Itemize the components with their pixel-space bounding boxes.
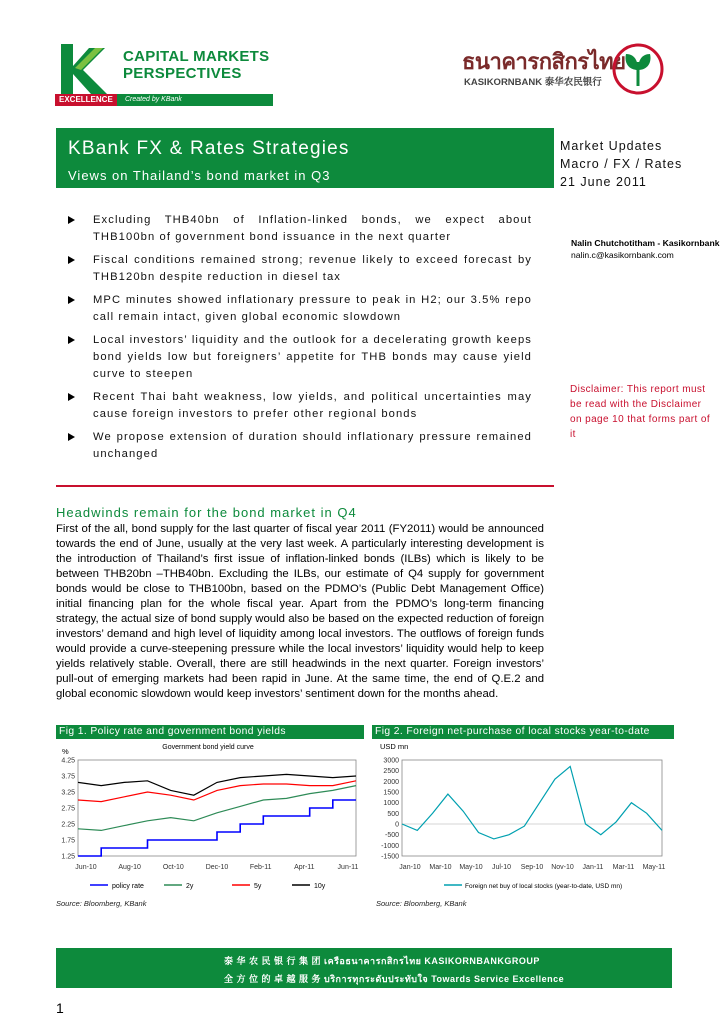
series-line-foreign xyxy=(402,766,662,839)
key-point: Recent Thai baht weakness, low yields, and political uncertainties may cause foreign investors to prefer other regional bonds xyxy=(66,389,532,423)
y-tick-label: 3.25 xyxy=(61,789,75,797)
key-point: Excluding THB40bn of Inflation-linked bonds, we expect about THB100bn of government bond issuance in the next quarter xyxy=(66,212,532,246)
y-axis-unit: % xyxy=(62,747,69,756)
x-tick-label: Jul-10 xyxy=(491,864,512,871)
y-tick-label: 500 xyxy=(387,810,399,818)
y-tick-label: 1500 xyxy=(383,789,399,797)
section-heading: Headwinds remain for the bond market in Q4 xyxy=(56,505,357,520)
x-tick-label: Jun-10 xyxy=(75,864,97,871)
x-tick-label: Mar-11 xyxy=(612,864,635,871)
footer-banner xyxy=(56,948,672,988)
key-point: We propose extension of duration should inflationary pressure remained unchanged xyxy=(66,429,532,463)
x-tick-label: Jan-11 xyxy=(582,864,604,871)
fig1-source: Source: Bloomberg, KBank xyxy=(56,899,147,908)
legend-label: policy rate xyxy=(112,883,144,890)
created-by-text: Created by KBank xyxy=(125,96,182,103)
y-tick-label: -1500 xyxy=(381,853,399,861)
key-points-list xyxy=(66,212,532,469)
analyst-email[interactable]: nalin.c@kasikornbank.com xyxy=(571,250,674,260)
analyst-info xyxy=(571,237,720,261)
bank-name-english: KASIKORNBANK 泰华农民银行 xyxy=(464,77,602,88)
y-tick-label: -500 xyxy=(384,832,399,840)
x-tick-label: Jun-11 xyxy=(337,864,359,871)
report-date: 21 June 2011 xyxy=(560,175,647,189)
disclaimer-note: Disclaimer: This report must be read with the Disclaimer on page 10 that forms part of it xyxy=(570,384,711,440)
y-tick-label: 0 xyxy=(395,821,399,829)
kasikornbank-logo xyxy=(462,40,672,100)
legend-label: 5y xyxy=(254,883,262,890)
y-tick-label: 2000 xyxy=(383,778,399,786)
y-tick-label: 3000 xyxy=(383,757,399,765)
y-axis-unit: USD mn xyxy=(380,742,409,751)
x-tick-label: Apr-11 xyxy=(294,864,315,871)
section-divider xyxy=(56,485,554,487)
footer-tagline: 全 方 位 的 卓 越 服 务 บริการทุกระดับประทับใจ Towards Service Excellence xyxy=(224,974,565,984)
x-tick-label: May-11 xyxy=(642,864,666,871)
x-tick-label: Oct-10 xyxy=(162,864,184,871)
legend-label: 2y xyxy=(186,883,194,890)
chart-title: Government bond yield curve xyxy=(162,744,254,751)
report-category xyxy=(560,137,682,191)
x-tick-label: Aug-10 xyxy=(118,864,141,871)
report-title: KBank FX & Rates Strategies xyxy=(68,138,350,159)
fig1-title: Fig 1. Policy rate and government bond yields xyxy=(56,725,364,739)
excellence-tag: EXCELLENCE xyxy=(55,94,117,106)
key-point: MPC minutes showed inflationary pressure to peak in H2; our 3.5% repo call remain intact, given global economic slowdown xyxy=(66,292,532,326)
footer-group-name: 泰 华 农 民 银 行 集 团 เครือธนาคารกสิกรไทย KASIKORNBANKGROUP xyxy=(224,956,540,966)
foreign-net-purchase-chart xyxy=(372,740,674,896)
section-body-text: First of the all, bond supply for the last quarter of fiscal year 2011 (FY2011) would be announced towards the end of June, usually at the very last week. A particularly interesting development is the introduction of Thailand’s first issue of inflation-linked bonds (ILBs) which is likely to be between THB20bn –THB40bn. Excluding the ILBs, our estimate of Q4 supply for government bonds would be close to THB100bn, based on the PDMO’s (Public Debt Management Office) initial financing plan for the whole fiscal year. Apart from the PDMO’s long-term financing strategy, the actual size of bond supply would also be based on the expected reduction of foreign investors’ demand and high level of liquidity among local investors. The outflows of foreign funds would provide a curve-steepening pressure while the local investors’ liquidity would help to keep yields relatively stable. Overall, there are still headwinds in the next quarter. Foreign investors’ pull-out of emerging markets had been rapid in June. At the same time, the end of Q.E.2 and global economic slowdown would keep investors’ sentiment down for the months ahead. xyxy=(56,523,544,700)
updates-line-1: Market Updates xyxy=(560,139,663,153)
capital-markets-logo xyxy=(55,42,275,108)
y-tick-label: 3.75 xyxy=(61,773,75,781)
report-subtitle: Views on Thailand’s bond market in Q3 xyxy=(68,168,331,183)
k-excellence-logo-icon xyxy=(55,42,125,96)
x-tick-label: Jan-10 xyxy=(399,864,421,871)
fig2-title: Fig 2. Foreign net-purchase of local stocks year-to-date xyxy=(372,725,674,739)
x-tick-label: Nov-10 xyxy=(551,864,574,871)
fig2-source: Source: Bloomberg, KBank xyxy=(376,899,467,908)
report-title-box xyxy=(56,128,554,188)
bank-name-thai: ธนาคารกสิกรไทย xyxy=(462,50,626,75)
x-tick-label: May-10 xyxy=(459,864,483,871)
logo-bar xyxy=(55,94,273,106)
plot-frame xyxy=(402,760,662,856)
legend-label: Foreign net buy of local stocks (year-to-date, USD mn) xyxy=(465,883,623,890)
x-tick-label: Feb-11 xyxy=(249,864,272,871)
key-point: Fiscal conditions remained strong; revenue likely to exceed forecast by THB120bn despite reduction in diesel tax xyxy=(66,252,532,286)
legend-label: 10y xyxy=(314,883,326,890)
y-tick-label: 1.25 xyxy=(61,853,75,861)
series-line-10y xyxy=(78,774,356,795)
y-tick-label: 2.75 xyxy=(61,805,75,813)
y-tick-label: -1000 xyxy=(381,842,399,850)
key-point: Local investors’ liquidity and the outlook for a decelerating growth keeps bond yields low but foreigners’ appetite for THB bonds may cause yield curve to steepen xyxy=(66,332,532,383)
analyst-name: Nalin Chutchotitham - Kasikornbank xyxy=(571,238,720,248)
y-tick-label: 1.75 xyxy=(61,837,75,845)
series-line-policy xyxy=(78,800,356,856)
x-tick-label: Dec-10 xyxy=(205,864,229,871)
y-tick-label: 2500 xyxy=(383,768,399,776)
kbank-emblem-icon xyxy=(612,40,664,98)
updates-line-2: Macro / FX / Rates xyxy=(560,157,683,171)
series-line-5y xyxy=(78,781,356,802)
logo-title: CAPITAL MARKETS PERSPECTIVES xyxy=(123,48,270,82)
x-tick-label: Mar-10 xyxy=(429,864,452,871)
x-tick-label: Sep-10 xyxy=(520,864,544,871)
y-tick-label: 1000 xyxy=(383,800,399,808)
bond-yield-chart xyxy=(56,740,366,896)
y-tick-label: 2.25 xyxy=(61,821,75,829)
y-tick-label: 4.25 xyxy=(61,757,75,765)
page-number: 1 xyxy=(56,1000,64,1016)
